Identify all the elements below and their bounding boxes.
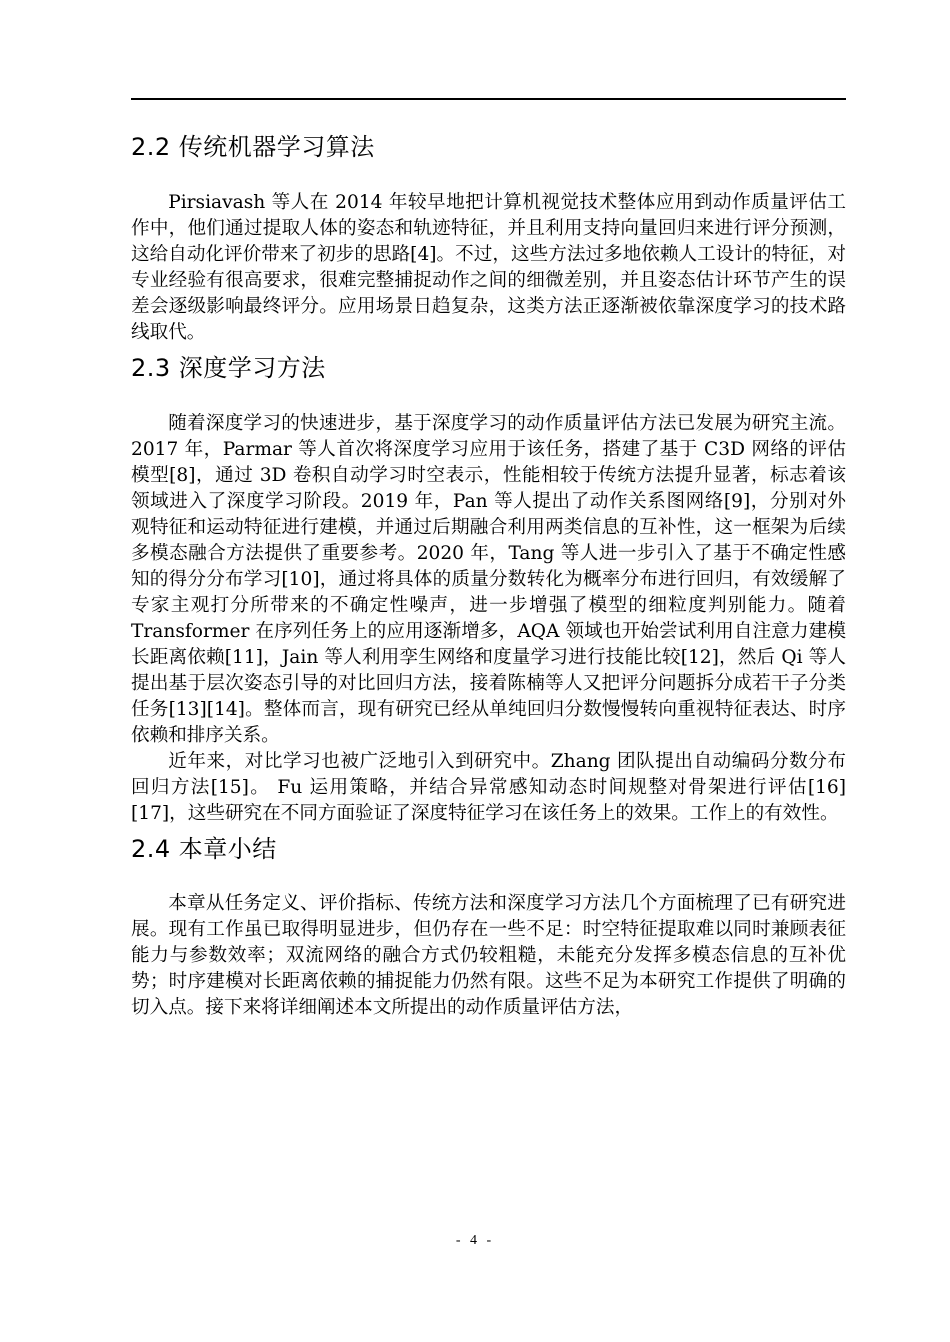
page-content [131, 127, 846, 1021]
page-number: - 4 - [455, 1233, 495, 1248]
paragraph-contrastive-learning: 近年来，对比学习也被广泛地引入到研究中。Zhang 团队提出自动编码分数分布回归方法[15]。 Fu 运用策略，并结合异常感知动态时间规整对骨架进行评估[16][17]，这些研究在不同方面验证了深度特征学习在该任务上的效果。工作上的有效性。 [131, 750, 846, 824]
heading-spacer [131, 383, 846, 411]
header-rule [131, 98, 846, 100]
section-heading-2-2: 2.2 传统机器学习算法 [131, 133, 375, 161]
paragraph-chapter-summary: 本章从任务定义、评价指标、传统方法和深度学习方法几个方面梳理了已有研究进展。现有工作虽已取得明显进步，但仍存在一些不足：时空特征提取难以同时兼顾表征能力与参数效率；双流网络的融合方式仍较粗糙，未能充分发挥多模态信息的互补优势；时序建模对长距离依赖的捕捉能力仍然有限。这些不足为本研究工作提供了明确的切入点。接下来将详细阐述本文所提出的动作质量评估方法， [131, 893, 846, 1019]
paragraph-deep-learning-methods: 随着深度学习的快速进步，基于深度学习的动作质量评估方法已发展为研究主流。2017 年，Parmar 等人首次将深度学习应用于该任务，搭建了基于 C3D 网络的评估模型[8]，通过 3D 卷积自动学习时空表示，性能相较于传统方法提升显著，标志着该领域进入了深度学习阶段。2019 年，Pan 等人提出了动作关系图网络[9]，分别对外观特征和运动特征进行建模，并通过后期融合利用两类信息的互补性，这一框架为后续多模态融合方法提供了重要参考。2020 年，Tang 等人进一步引入了基于不确定性感知的得分分布学习[10]，通过将具体的质量分数转化为概率分布进行回归，有效缓解了专家主观打分所带来的不确定性噪声，进一步增强了模型的细粒度判别能力。随着 Transformer 在序列任务上的应用逐渐增多，AQA 领域也开始尝试利用自注意力建模长距离依赖[11]，Jain 等人利用孪生网络和度量学习进行技能比较[12]，然后 Qi 等人提出基于层次姿态引导的对比回归方法，接着陈楠等人又把评分问题拆分成若干子分类任务[13][14]。整体而言，现有研究已经从单纯回归分数慢慢转向重视特征表达、时序依赖和排序关系。 [131, 412, 846, 746]
paragraph-traditional-methods: Pirsiavash 等人在 2014 年较早地把计算机视觉技术整体应用到动作质量评估工作中，他们通过提取人体的姿态和轨迹特征，并且利用支持向量回归来进行评分预测，这给自动化评价带来了初步的思路[4]。不过，这些方法过多地依赖人工设计的特征，对专业经验有很高要求，很难完整捕捉动作之间的细微差别，并且姿态估计环节产生的误差会逐级影响最终评分。应用场景日趋复杂，这类方法正逐渐被依靠深度学习的技术路线取代。 [131, 191, 846, 343]
heading-spacer [131, 863, 846, 891]
heading-spacer [131, 162, 846, 190]
section-heading-2-3: 2.3 深度学习方法 [131, 353, 326, 382]
section-heading-2-4: 2.4 本章小结 [131, 834, 277, 863]
